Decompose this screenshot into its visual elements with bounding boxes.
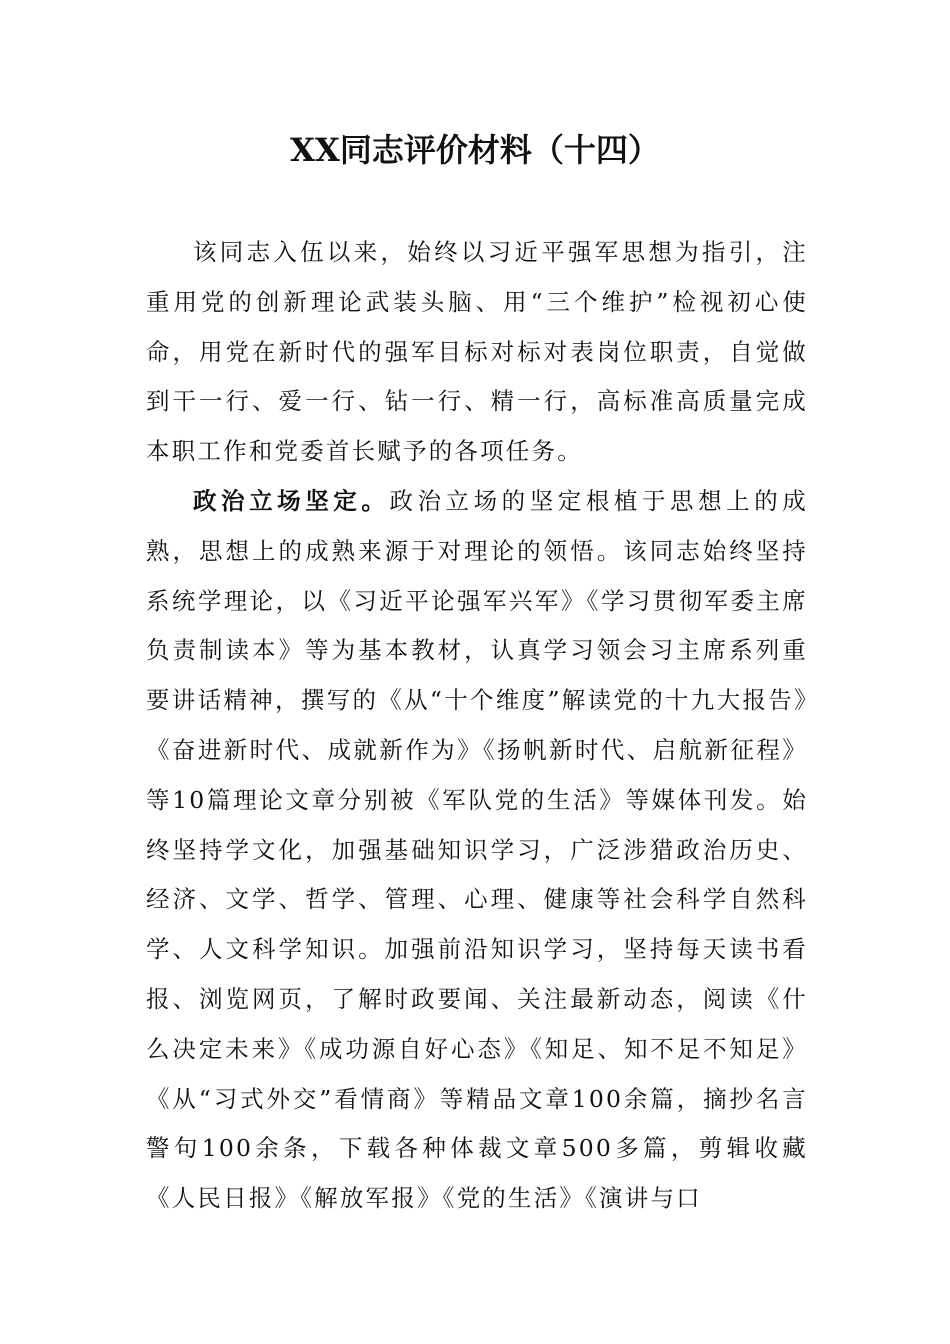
document-body xyxy=(146,228,808,1224)
paragraph-lead-heading: 政治立场坚定。 xyxy=(193,486,390,515)
intro-paragraph xyxy=(146,228,808,477)
document-title: XX同志评价材料（十四） xyxy=(290,131,660,169)
political-stance-paragraph xyxy=(146,477,808,1224)
paragraph-text: 政治立场的坚定根植于思想上的成熟，思想上的成熟来源于对理论的领悟。该同志始终坚持系统学理论，以《习近平论强军兴军》《学习贯彻军委主席负责制读本》等为基本教材，认真学习领会习主席系列重要讲话精神，撰写的《从“十个维度”解读党的十九大报告》《奋进新时代、成就新作为》《扬帆新时代、启航新征程》等10篇理论文章分别被《军队党的生活》等媒体刊发。始终坚持学文化，加强基础知识学习，广泛涉猎政治历史、经济、文学、哲学、管理、心理、健康等社会科学自然科学、人文科学知识。加强前沿知识学习，坚持每天读书看报、浏览网页，了解时政要闻、关注最新动态，阅读《什么决定未来》《成功源自好心态》《知足、知不足不知足》《从“习式外交”看情商》等精品文章100余篇，摘抄名言警句100余条，下载各种体裁文章500多篇，剪辑收藏《人民日报》《解放军报》《党的生活》《演讲与口 xyxy=(146,486,808,1213)
paragraph-text: 该同志入伍以来，始终以习近平强军思想为指引，注重用党的创新理论武装头脑、用“三个维护”检视初心使命，用党在新时代的强军目标对标对表岗位职责，自觉做到干一行、爱一行、钻一行、精一行，高标准高质量完成本职工作和党委首长赋予的各项任务。 xyxy=(146,238,808,466)
